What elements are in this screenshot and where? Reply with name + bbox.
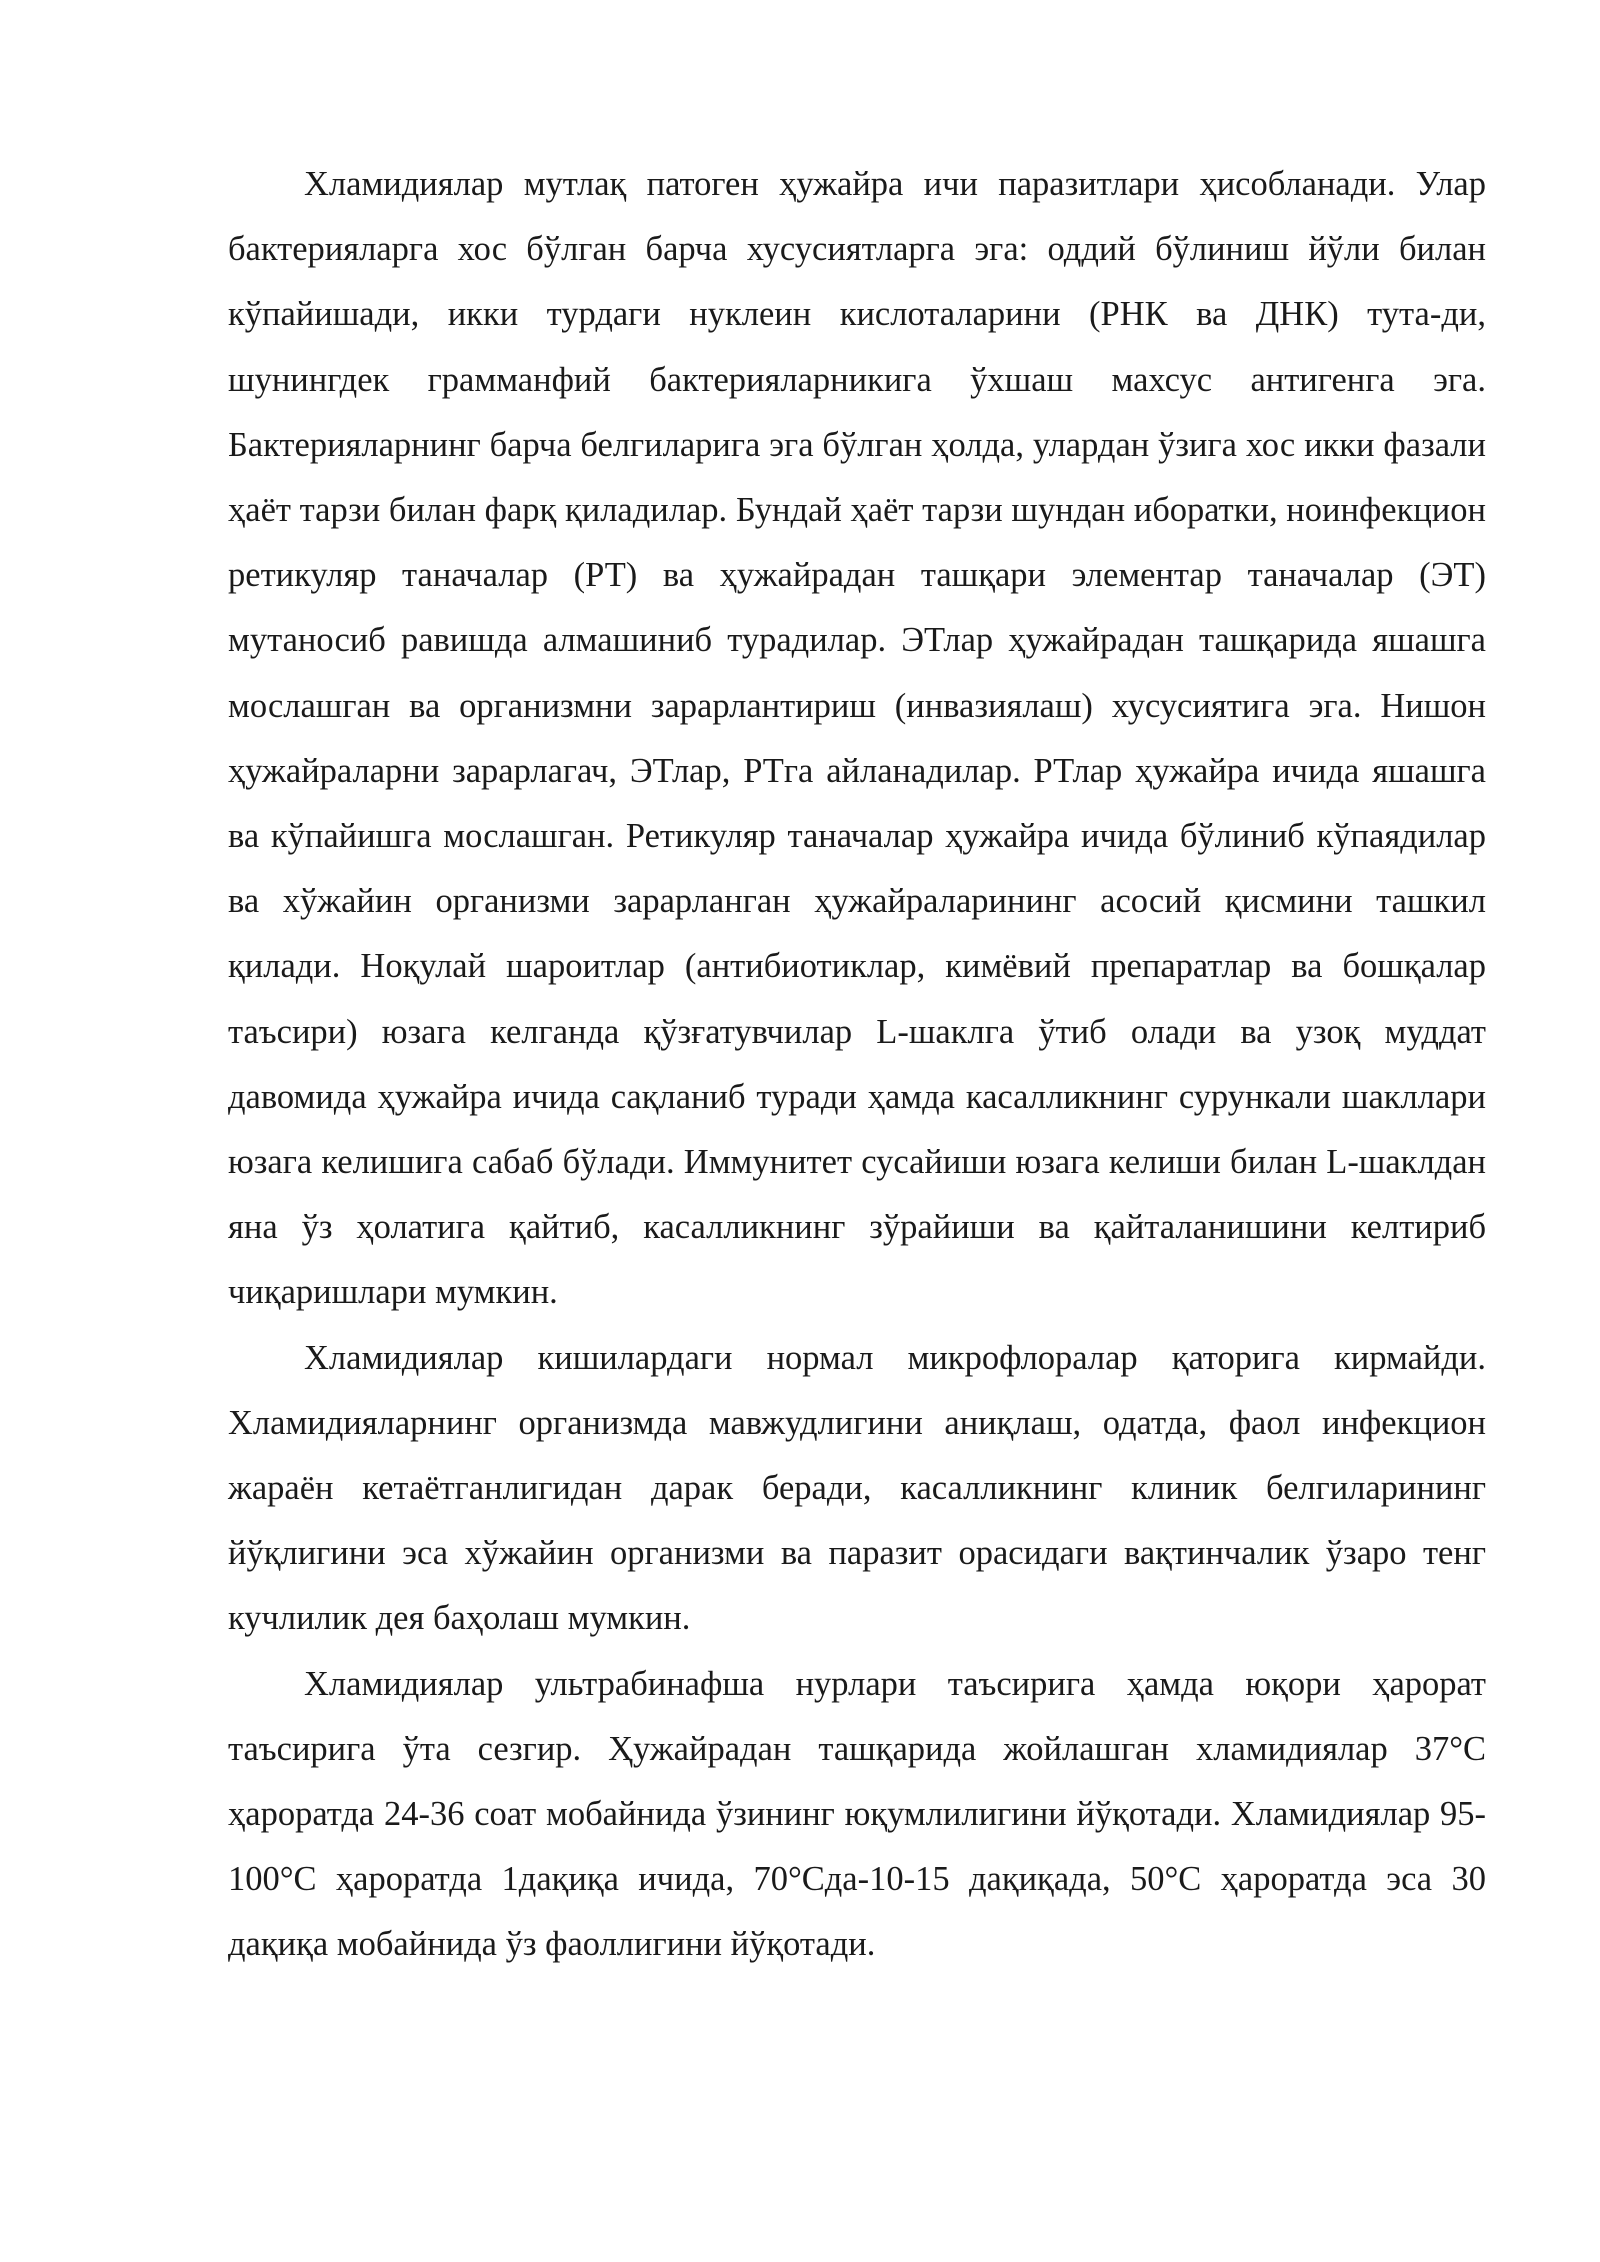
paragraph-chlamydia-biology: Хламидиялар мутлақ патоген ҳужайра ичи паразитлари ҳисобланади. Улар бактерияларга хос бўлган барча хусусиятларга эга: оддий бўлиниш йўли билан кўпайишади, икки турдаги нуклеин кислоталарини (РНК ва ДНК) тута-ди, шунингдек грамманфий бактерияларникига ўхшаш махсус антигенга эга. Бактерияларнинг барча белгиларига эга бўлган ҳолда, улардан ўзига хос икки фазали ҳаёт тарзи билан фарқ қиладилар. Бундай ҳаёт тарзи шундан иборатки, ноинфекцион ретикуляр таначалар (РТ) ва ҳужайрадан ташқари элементар таначалар (ЭТ) мутаносиб равишда алмашиниб турадилар. ЭТлар ҳужайрадан ташқарида яшашга мослашган ва организмни зарарлантириш (инвазиялаш) хусусиятига эга. Нишон ҳужайраларни зарарлагач, ЭТлар, РТга айланадилар. РТлар ҳужайра ичида яшашга ва кўпайишга мослашган. Ретикуляр таначалар ҳужайра ичида бўлиниб кўпаядилар ва хўжайин организми зарарланган ҳужайраларининг асосий қисмини ташкил қилади. Ноқулай шароитлар (антибиотиклар, кимёвий препаратлар ва бошқалар таъсири) юзага келганда қўзғатувчилар L-шаклга ўтиб олади ва узоқ муддат давомида ҳужайра ичида сақланиб туради ҳамда касалликнинг сурункали шакллари юзага келишига сабаб бўлади. Иммунитет сусайиши юзага келиши билан L-шаклдан яна ўз ҳолатига қайтиб, касалликнинг зўрайиши ва қайталанишини келтириб чиқаришлари мумкин. <box>228 165 1486 1312</box>
document-page <box>228 152 1486 1978</box>
paragraph-chlamydia-microflora: Хламидиялар кишилардаги нормал микрофлоралар қаторига кирмайди. Хламидияларнинг организмда мавжудлигини аниқлаш, одатда, фаол инфекцион жараён кетаётганлигидан дарак беради, касалликнинг клиник белгиларининг йўқлигини эса хўжайин организми ва паразит орасидаги вақтинчалик ўзаро тенг кучлилик дея баҳолаш мумкин. <box>228 1338 1486 1638</box>
paragraph-chlamydia-temperature: Хламидиялар ультрабинафша нурлари таъсирига ҳамда юқори ҳарорат таъсирига ўта сезгир. Ҳужайрадан ташқарида жойлашган хламидиялар 37°С ҳароратда 24-36 соат мобайнида ўзининг юқумлилигини йўқотади. Хламидиялар 95-100°С ҳароратда 1дақиқа ичида, 70°Сда-10-15 дақиқада, 50°С ҳароратда эса 30 дақиқа мобайнида ўз фаоллигини йўқотади. <box>228 1664 1486 1964</box>
